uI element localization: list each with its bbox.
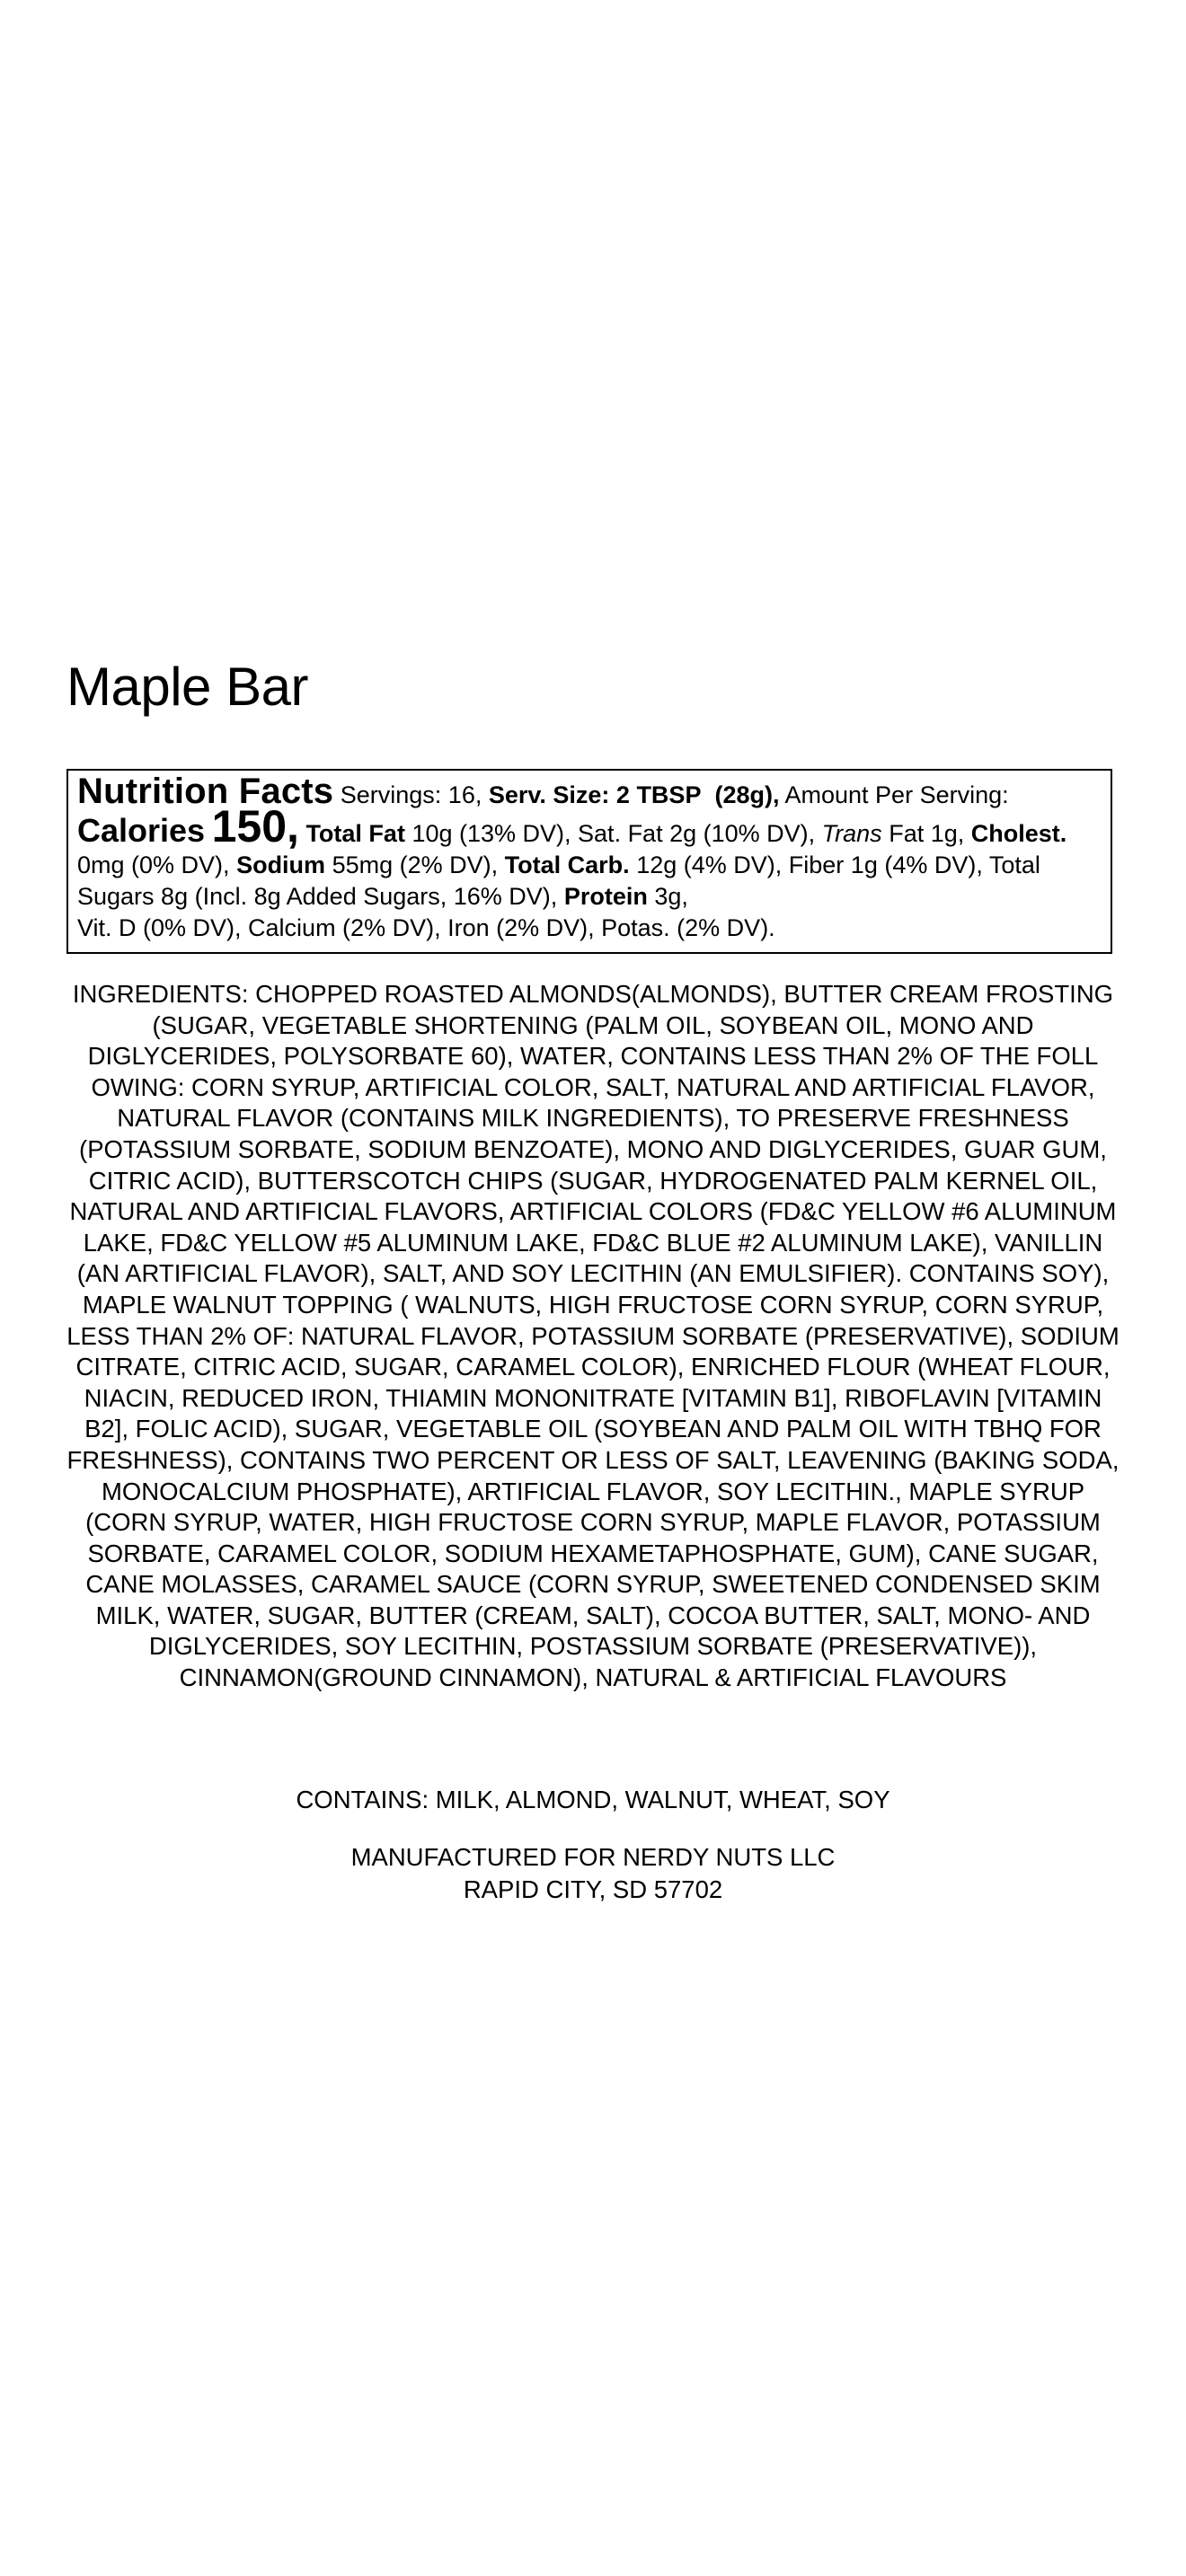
manufacturer-name: MANUFACTURED FOR NERDY NUTS LLC (350, 1843, 836, 1871)
fiber-sugars-text: Fiber 1g (4% DV), Total Sugars 8g (Incl. 8g Added Sugars, 16% DV), (77, 851, 1040, 910)
serving-size-label: Serv. Size: 2 TBSP (488, 781, 702, 808)
sodium-value: 55mg (2% DV), (332, 851, 499, 878)
servings-text: Servings: 16, (340, 781, 482, 808)
manufacturer-info (59, 1841, 1127, 1906)
cholesterol-label: Cholest. (970, 820, 1067, 847)
protein-label: Protein (563, 883, 648, 910)
calories-value: 150, (211, 801, 299, 851)
total-fat-label: Total Fat (305, 820, 405, 847)
nutrition-facts-panel (66, 769, 1112, 954)
serving-size-value: (28g), (714, 781, 780, 808)
allergen-statement: CONTAINS: MILK, ALMOND, WALNUT, WHEAT, SOY (296, 1786, 890, 1813)
product-title: Maple Bar (66, 657, 308, 717)
manufacturer-address: RAPID CITY, SD 57702 (463, 1875, 723, 1903)
trans-fat-value: Fat 1g, (889, 820, 965, 847)
amount-per-serving: Amount Per Serving: (784, 781, 1009, 808)
sodium-label: Sodium (236, 851, 326, 878)
trans-fat-label: Trans (821, 820, 882, 847)
calories-label: Calories (77, 812, 206, 849)
total-carb-value: 12g (4% DV), (636, 851, 783, 878)
total-carb-label: Total Carb. (504, 851, 630, 878)
vitamins-minerals-text: Vit. D (0% DV), Calcium (2% DV), Iron (2% DV), Potas. (2% DV). (77, 914, 775, 941)
protein-value: 3g, (654, 883, 688, 910)
ingredients-list: INGREDIENTS: CHOPPED ROASTED ALMONDS(ALMONDS), BUTTER CREAM FROSTING (SUGAR, VEGETABLE SHORTENING (PALM OIL, SOYBEAN OIL, MONO AND DIGLYCERIDES, POLYSORBATE 60), WATER, CONTAINS LESS THAN 2% OF THE FOLL OWING: CORN SYRUP, ARTIFICIAL COLOR, SALT, NATURAL AND ARTIFICIAL FLAVOR, NATURAL FLAVOR (CONTAINS MILK INGREDIENTS), TO PRESERVE FRESHNESS (POTASSIUM SORBATE, SODIUM BENZOATE), MONO AND DIGLYCERIDES, GUAR GUM, CITRIC ACID), BUTTERSCOTCH CHIPS (SUGAR, HYDROGENATED PALM KERNEL OIL, NATURAL AND ARTIFICIAL FLAVORS, ARTIFICIAL COLORS (FD&C YELLOW #6 ALUMINUM LAKE, FD&C YELLOW #5 ALUMINUM LAKE, FD&C BLUE #2 ALUMINUM LAKE), VANILLIN (AN ARTIFICIAL FLAVOR), SALT, AND SOY LECITHIN (AN EMULSIFIER). CONTAINS SOY), MAPLE WALNUT TOPPING ( WALNUTS, HIGH FRUCTOSE CORN SYRUP, CORN SYRUP, LESS THAN 2% OF: NATURAL FLAVOR, POTASSIUM SORBATE (PRESERVATIVE), SODIUM CITRATE, CITRIC ACID, SUGAR, CARAMEL COLOR), ENRICHED FLOUR (WHEAT FLOUR, NIACIN, REDUCED IRON, THIAMIN MONONITRATE [VITAMIN B1], RIBOFLAVIN [VITAMIN B2], FOLIC ACID), SUGAR, VEGETABLE OIL (SOYBEAN AND PALM OIL WITH TBHQ FOR FRESHNESS), CONTAINS TWO PERCENT OR LESS OF SALT, LEAVENING (BAKING SODA, MONOCALCIUM PHOSPHATE), ARTIFICIAL FLAVOR, SOY LECITHIN., MAPLE SYRUP (CORN SYRUP, WATER, HIGH FRUCTOSE CORN SYRUP, MAPLE FLAVOR, POTASSIUM SORBATE, CARAMEL COLOR, SODIUM HEXAMETAPHOSPHATE, GUM), CANE SUGAR, CANE MOLASSES, CARAMEL SAUCE (CORN SYRUP, SWEETENED CONDENSED SKIM MILK, WATER, SUGAR, BUTTER (CREAM, SALT), COCOA BUTTER, SALT, MONO- AND DIGLYCERIDES, SOY LECITHIN, POSTASSIUM SORBATE (PRESERVATIVE)), CINNAMON(GROUND CINNAMON), NATURAL & ARTIFICIAL FLAVOURS (66, 980, 1120, 1692)
total-fat-value: 10g (13% DV), Sat. Fat 2g (10% DV), (412, 820, 816, 847)
cholesterol-value: 0mg (0% DV), (77, 851, 230, 878)
nutrition-facts-heading: Nutrition Facts (77, 772, 334, 811)
